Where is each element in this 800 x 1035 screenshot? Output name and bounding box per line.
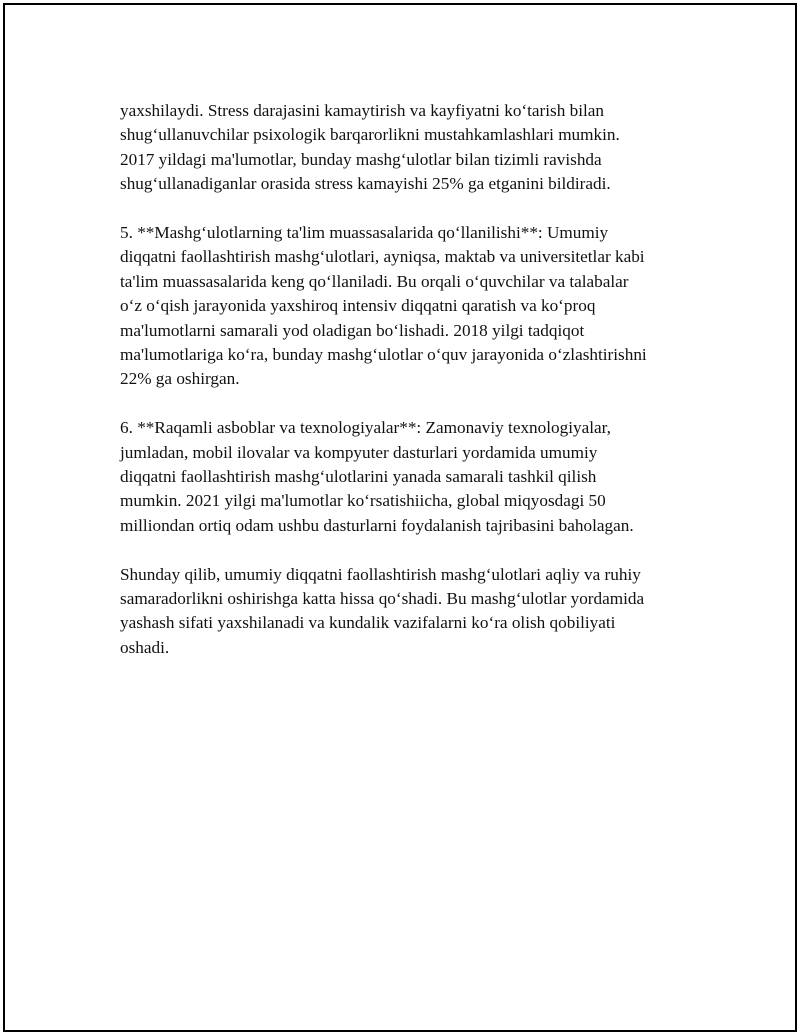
text-line: ma'lumotlarni samarali yod oladigan bo‘lishadi. 2018 yilgi tadqiqot [120, 320, 585, 340]
text-line: ta'lim muassasalarida keng qo‘llaniladi. Bu orqali o‘quvchilar va talabalar [120, 271, 629, 291]
document-page [3, 3, 797, 1032]
paragraph-stress [120, 99, 700, 197]
text-line: samaradorlikni oshirishga katta hissa qo‘shadi. Bu mashg‘ulotlar yordamida [120, 589, 645, 609]
text-line: shug‘ullanuvchilar psixologik barqarorlikni mustahkamlashlari mumkin. [120, 125, 620, 145]
document-body [120, 99, 700, 685]
paragraph-item-5 [120, 221, 700, 392]
text-line: oshadi. [120, 637, 170, 657]
text-line: o‘z o‘qish jarayonida yaxshiroq intensiv diqqatni qaratish va ko‘proq [120, 296, 596, 316]
paragraph-conclusion [120, 563, 700, 661]
text-line: ma'lumotlariga ko‘ra, bunday mashg‘ulotlar o‘quv jarayonida o‘zlashtirishni [120, 345, 647, 365]
text-line: 6. **Raqamli asboblar va texnologiyalar**: Zamonaviy texnologiyalar, [120, 418, 611, 438]
text-line: shug‘ullanadiganlar orasida stress kamayishi 25% ga etganini bildiradi. [120, 174, 611, 194]
text-line: 22% ga oshirgan. [120, 369, 240, 389]
paragraph-item-6 [120, 416, 700, 538]
text-line: diqqatni faollashtirish mashg‘ulotlari, ayniqsa, maktab va universitetlar kabi [120, 247, 645, 267]
text-line: 5. **Mashg‘ulotlarning ta'lim muassasalarida qo‘llanilishi**: Umumiy [120, 223, 609, 243]
text-line: jumladan, mobil ilovalar va kompyuter dasturlari yordamida umumiy [120, 442, 598, 462]
text-line: Shunday qilib, umumiy diqqatni faollashtirish mashg‘ulotlari aqliy va ruhiy [120, 564, 641, 584]
text-line: diqqatni faollashtirish mashg‘ulotlarini yanada samarali tashkil qilish [120, 467, 597, 487]
text-line: yaxshilaydi. Stress darajasini kamaytirish va kayfiyatni ko‘tarish bilan [120, 101, 605, 120]
text-line: milliondan ortiq odam ushbu dasturlarni foydalanish tajribasini baholagan. [120, 515, 634, 535]
text-line: 2017 yildagi ma'lumotlar, bunday mashg‘ulotlar bilan tizimli ravishda [120, 149, 602, 169]
text-line: yashash sifati yaxshilanadi va kundalik vazifalarni ko‘ra olish qobiliyati [120, 613, 616, 633]
text-line: mumkin. 2021 yilgi ma'lumotlar ko‘rsatishiicha, global miqyosdagi 50 [120, 491, 606, 511]
